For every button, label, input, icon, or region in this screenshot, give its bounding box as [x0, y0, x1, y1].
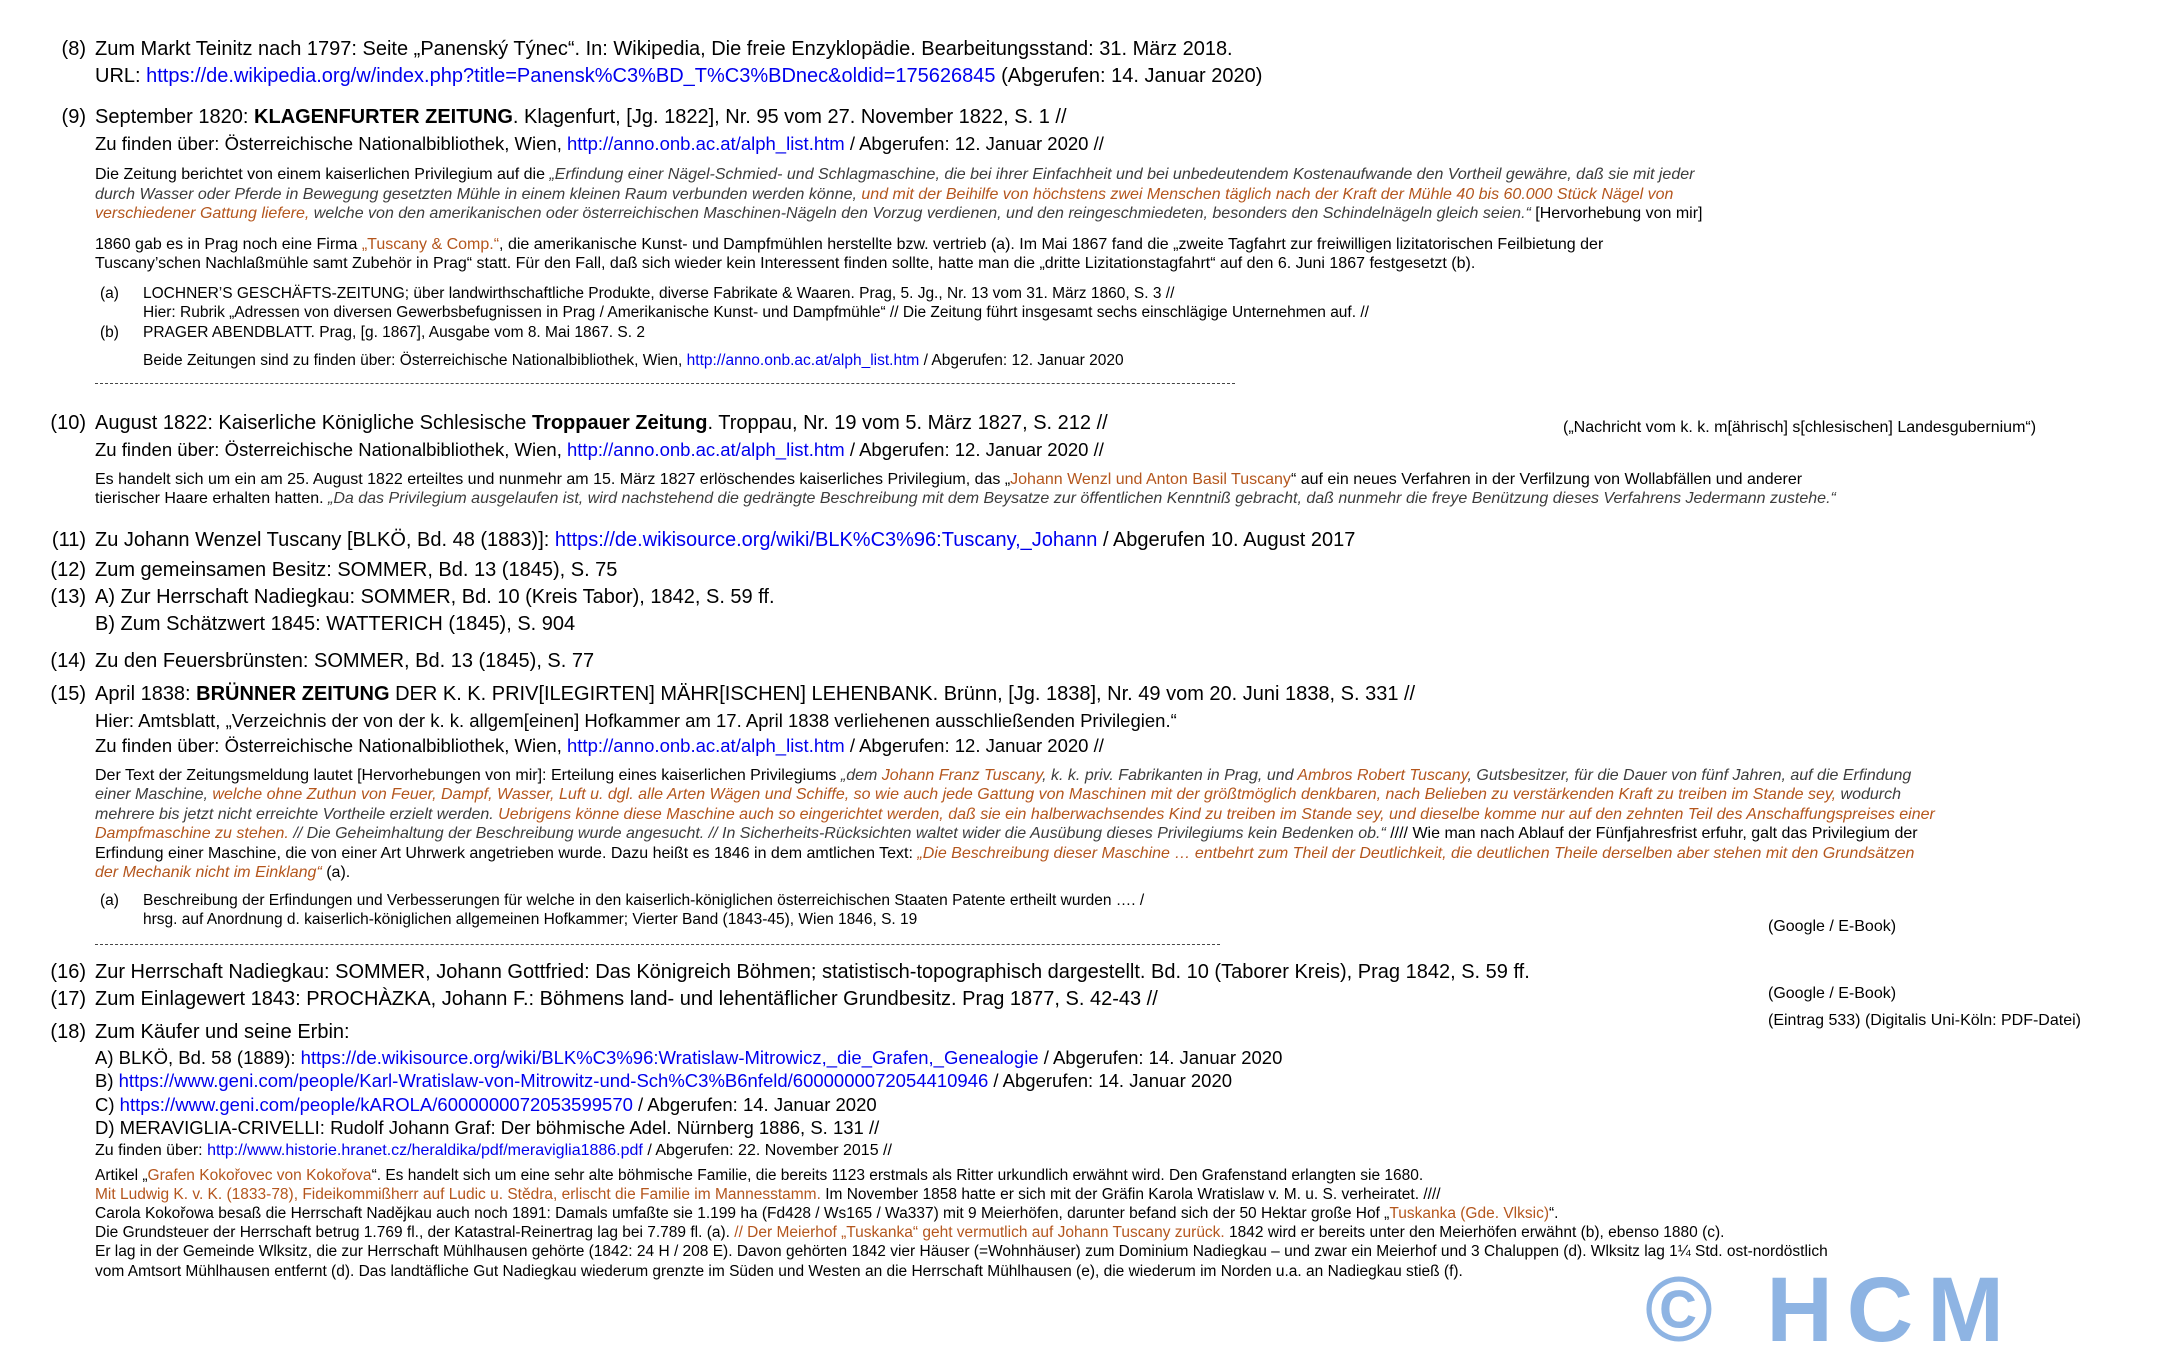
ref-item-8	[0, 36, 2177, 90]
person-name: Johann Franz Tuscany	[881, 766, 1043, 784]
footnote-line: Beschreibung der Erfindungen und Verbesserungen für welche in den kaiserlich-königlichen österreichischen Staaten Patente ertheilt wurden …. /	[143, 891, 1145, 909]
item-number: (9)	[61, 106, 86, 128]
paragraph-text: “ auf ein neues Verfahren in der Verfilzung von Wollabfällen und anderer tierischer Haare erhalten hatten.	[95, 470, 1803, 507]
paragraph-line: vom Amtsort Mühlhausen entfernt (d). Das landtäfliche Gut Nadiegkau wiederum grenzte im Süden und Westen an die Herrschaft Mühlhausen (e), die wiederum im Norden u.a. an Nadiegkau stieß (f).	[95, 1262, 1463, 1280]
header-text: September 1820:	[95, 106, 254, 128]
ref-18-line-c	[95, 1093, 2177, 1117]
paragraph-text: Im November 1858 hatte er sich mit der Gräfin Karola Wratislaw v. M. u. S. verheiratet. ////	[820, 1185, 1441, 1203]
footnote-line: LOCHNER’S GESCHÄFTS-ZEITUNG; über landwirthschaftliche Produkte, diverse Fabrikate & Waaren. Prag, 5. Jg., Nr. 13 vom 31. März 1860, S. 3 //	[143, 284, 1175, 302]
header-text: . Troppau, Nr. 19 vom 5. März 1827, S. 212 //	[707, 411, 1108, 434]
ref-10-paragraph	[95, 470, 1860, 509]
anno-onb-link[interactable]: http://anno.onb.ac.at/alph_list.htm	[686, 352, 920, 369]
retrieved-note: / Abgerufen: 12. Januar 2020 //	[844, 133, 1104, 154]
geni-link[interactable]: https://www.geni.com/people/kAROLA/6000000072053599570	[119, 1093, 633, 1115]
header-text: DER K. K. PRIV[ILEGIRTEN] MÄHR[ISCHEN] LEHENBANK. Brünn, [Jg. 1838], Nr. 49 vom 20. Juni 1838, S. 331 //	[389, 682, 1416, 705]
footnote-label: (a)	[100, 284, 119, 302]
ref-18-line-b	[95, 1069, 2177, 1093]
retrieved-note: / Abgerufen: 12. Januar 2020 //	[844, 438, 1104, 460]
ref-13-line-b: B) Zum Schätzwert 1845: WATTERICH (1845), S. 904	[95, 612, 576, 635]
quote-text: „dem	[840, 766, 882, 784]
wikipedia-url-link[interactable]: https://de.wikipedia.org/w/index.php?title=Panensk%C3%BD_T%C3%BDnec&oldid=175626845	[146, 65, 996, 87]
highlighted-quote-text: welche ohne Zuthun von Feuer, Dampf, Wasser, Luft u. dgl. alle Arten Wägen und Schiffe, so wie auch jede Gattung von Maschinen mit der größtmöglich denkbaren, nach Belieben zu verstärkenden Kraft zu treiben im Stande sey,	[212, 786, 1837, 803]
margin-note-digitalis-17: (Eintrag 533) (Digitalis Uni-Köln: PDF-Datei)	[1768, 1012, 2081, 1029]
paragraph-text: Es handelt sich um ein am 25. August 1822 erteiltes und nunmehr am 15. März 1827 erlöschendes kaiserliches Privilegium, das „	[95, 470, 1011, 488]
company-name: „Tuscany & Comp.“	[361, 235, 500, 253]
paragraph-line	[95, 1166, 2177, 1185]
ref-17-line: Zum Einlagewert 1843: PROCHÀZKA, Johann F.: Böhmens land- und lehentäflicher Grundbesitz. Prag 1877, S. 42-43 //	[95, 987, 1158, 1010]
ref-13-line-a: A) Zur Herrschaft Nadiegkau: SOMMER, Bd. 10 (Kreis Tabor), 1842, S. 59 ff.	[95, 585, 775, 608]
paragraph-text: “. Es handelt sich um eine sehr alte böhmische Familie, die bereits 1123 erstmals als Ritter urkundlich erwähnt wird. Den Grafenstand erlangten sie 1680.	[371, 1166, 1424, 1184]
quote-text: , k. k. priv. Fabrikanten in Prag, und	[1042, 766, 1298, 784]
paragraph-text: Carola Kokořowa besaß die Herrschaft Nadějkau auch noch 1891: Damals umfaßte sie 1.199 ha (Fd428 / Ws165 / Wa337) mit 9 Meierhöfen, darunter befand sich der 50 Hektar große Hof „	[95, 1204, 1390, 1222]
url-label: URL:	[95, 65, 147, 87]
paragraph-text: [Hervorhebung von mir]	[1530, 205, 1703, 222]
newspaper-title: KLAGENFURTER ZEITUNG	[254, 106, 513, 128]
footnote-label: (b)	[100, 323, 119, 341]
ref-15-paragraph	[95, 766, 1940, 883]
retrieved-note: (Abgerufen: 14. Januar 2020)	[995, 65, 1263, 87]
ref-15-header	[95, 681, 2177, 708]
ref-item-11	[0, 527, 2177, 554]
item-number: (13)	[50, 585, 86, 608]
source-text: Zu finden über: Österreichische Nationalbibliothek, Wien,	[95, 133, 567, 154]
highlighted-quote-text: „Die Beschreibung dieser Maschine … entbehrt zum Theil der Deutlichkeit, die deutlichen Theile derselben aber stehen mit den Grundsätzen der Mechanik nicht im Einklang“	[95, 844, 1915, 881]
paragraph-line: Er lag in der Gemeinde Wlksitz, die zur Herrschaft Mühlhausen gehörte (1842: 24 H / 208 E). Davon gehörten 1842 vier Häuser (=Wohnhäuser) zum Dominium Nadiegkau – und zwar ein Meierhof und 3 Chaluppen (d). Wlksitz lag 1¼ Std. ost-nordöstlich	[95, 1243, 1828, 1261]
reference-text: A) BLKÖ, Bd. 58 (1889):	[95, 1046, 301, 1068]
ref-9-paragraph-1	[95, 165, 1710, 224]
highlighted-text: Mit Ludwig K. v. K. (1833-78), Fideikommißherr auf Ludic u. Stědra, erlischt die Familie im Mannesstamm.	[95, 1185, 821, 1203]
ref-12-line: Zum gemeinsamen Besitz: SOMMER, Bd. 13 (1845), S. 75	[95, 558, 618, 581]
header-text: . Klagenfurt, [Jg. 1822], Nr. 95 vom 27. November 1822, S. 1 //	[512, 106, 1067, 128]
ref-8-line2	[95, 63, 2177, 90]
item-number: (8)	[61, 38, 86, 60]
quote-text: , Gutsbesitzer, für die Dauer von fünf Jahren, auf die Erfindung einer Maschine,	[95, 766, 1912, 803]
quote-text: // Die Geheimhaltung der Beschreibung wurde angesucht. // In Sicherheits-Rücksichten waltet wider die Ausübung dieses Privilegiums kein Bedenken ob.“	[288, 825, 1386, 842]
newspaper-title: BRÜNNER ZEITUNG	[196, 682, 390, 705]
ref-9-source-line	[95, 131, 2177, 156]
ref-9-both-newspapers-line	[143, 351, 2177, 371]
hcm-watermark: © HCM	[1645, 1259, 2018, 1361]
quote-text: welche von den amerikanischen oder österreichischen Maschinen-Nägeln den Vorzug verdienen, und den reingeschmiedeten, besonders den Schindelnägeln gleich seien.“	[309, 205, 1531, 222]
item-number: (11)	[51, 528, 86, 551]
retrieved-note: / Abgerufen: 14. Januar 2020	[988, 1070, 1233, 1091]
person-names: Johann Wenzl und Anton Basil Tuscany	[1010, 470, 1291, 488]
margin-note-landesgubernium: („Nachricht vom k. k. m[ährisch] s[chlesischen] Landesgubernium“)	[1563, 419, 2037, 436]
newspaper-title: Troppauer Zeitung	[531, 411, 708, 434]
ref-8-line1: Zum Markt Teinitz nach 1797: Seite „Panenský Týnec“. In: Wikipedia, Die freie Enzyklopädie. Bearbeitungsstand: 31. März 2018.	[95, 38, 1233, 60]
paragraph-text: “.	[1548, 1204, 1559, 1222]
highlighted-quote-text: Uebrigens könne diese Maschine auch so eingerichtet werden, daß sie ein halberwachsendes Kind zu treiben im Stande sey, und dieselbe komme nur auf den zehnten Teil des Anschaffungspreises einer Dampfmaschine zu stehen.	[95, 805, 1935, 842]
paragraph-text: 1860 gab es in Prag noch eine Firma	[95, 235, 362, 253]
ref-18-line-d-source	[95, 1140, 2177, 1161]
estate-name: Tuskanka (Gde. Vlksic)	[1389, 1204, 1549, 1222]
ref-item-9	[0, 104, 2177, 384]
header-text: August 1822: Kaiserliche Königliche Schlesische	[95, 411, 532, 434]
paragraph-text: //// Wie man nach Ablauf der Fünfjahresfrist erfuhr, galt das Privilegium der Erfindung einer Maschine, die von einer Art Uhrwerk angetrieben wurde. Dazu heißt es 1846 in dem amtlichen Text:	[95, 825, 1918, 862]
ref-item-16	[0, 959, 2177, 986]
paragraph-text: , die amerikanische Kunst- und Dampfmühlen herstellte bzw. vertrieb (a). Im Mai 1867 fand die „zweite Tagfahrt zur freiwilligen lizitatorischen Feilbietung der Tuscany’schen Nachlaßmühle samt Zubehör in Prag“ statt. Für den Fall, daß sich wieder kein Interessent finden sollte, hatte man die „dritte Lizitationstagfahrt“ auf den 6. Juni 1867 festgesetzt (b).	[95, 235, 1604, 272]
ref-item-12	[0, 557, 2177, 584]
item-number: (18)	[50, 1020, 86, 1043]
quote-text: wodurch mehrere bis jetzt nicht erreichte Vortheile erzielt werden.	[95, 786, 1902, 823]
ref-15-hier-line: Hier: Amtsblatt, „Verzeichnis der von der k. k. allgem[einen] Hofkammer am 17. April 1838 verliehenen ausschließenden Privilegien.“	[95, 709, 1177, 731]
paragraph-text: Die Zeitung berichtet von einem kaiserlichen Privilegium auf die	[95, 166, 550, 183]
item-number: (12)	[50, 558, 86, 581]
margin-note-google-ebook-16: (Google / E-Book)	[1768, 985, 1897, 1002]
header-text: April 1838:	[95, 682, 197, 705]
retrieved-note: / Abgerufen: 22. November 2015 //	[642, 1141, 892, 1159]
hranet-pdf-link[interactable]: http://www.historie.hranet.cz/heraldika/pdf/meraviglia1886.pdf	[207, 1141, 643, 1159]
ref-18-line-d: D) MERAVIGLIA-CRIVELLI: Rudolf Johann Graf: Der böhmische Adel. Nürnberg 1886, S. 131 //	[95, 1117, 880, 1138]
quote-text: „Da das Privilegium ausgelaufen ist, wird nachstehend die gedrängte Beschreibung mit dem Beysatze zur öffentlichen Kenntniß gebracht, daß nunmehr die freye Benützung dieses Verfahrens Jedermann zustehe.“	[328, 490, 1836, 507]
ref-item-13	[0, 584, 2177, 638]
footnote-text	[143, 323, 2177, 343]
wikisource-link[interactable]: https://de.wikisource.org/wiki/BLK%C3%96:Tuscany,_Johann	[554, 528, 1098, 551]
footnote-text	[143, 284, 2177, 323]
paragraph-text: Die Grundsteuer der Herrschaft betrug 1.769 fl., der Katastral-Reinertrag lag bei 7.789 fl. (a).	[95, 1224, 735, 1242]
highlighted-quote-text: und mit der Beihilfe von höchstens zwei Menschen täglich nach der Kraft der Mühle 40 bis 60.000 Stück Nägel von verschiedener Gattung liefere,	[95, 185, 1674, 222]
anno-onb-link[interactable]: http://anno.onb.ac.at/alph_list.htm	[567, 734, 845, 756]
item-number: (15)	[50, 682, 86, 705]
retrieved-note: / Abgerufen: 14. Januar 2020	[1038, 1046, 1283, 1068]
ref-9-header	[95, 104, 2177, 131]
retrieved-note: / Abgerufen: 14. Januar 2020	[632, 1093, 877, 1115]
item-number: (10)	[50, 411, 86, 434]
reference-text: C)	[95, 1093, 120, 1115]
person-name: Ambros Robert Tuscany	[1297, 766, 1468, 784]
footnote-a	[95, 284, 2177, 323]
item-number: (16)	[50, 960, 86, 983]
paragraph-line	[95, 1204, 2177, 1223]
wikisource-link[interactable]: https://de.wikisource.org/wiki/BLK%C3%96:Wratislaw-Mitrowicz,_die_Grafen,_Genealogie	[300, 1046, 1039, 1068]
source-text: Zu finden über:	[95, 1141, 208, 1159]
footnote-line: hrsg. auf Anordnung d. kaiserlich-königlichen allgemeinen Hofkammer; Vierter Band (1843-45), Wien 1846, S. 19	[143, 911, 918, 928]
ref-10-source-line	[95, 437, 2177, 462]
geni-link[interactable]: https://www.geni.com/people/Karl-Wratislaw-von-Mitrowitz-und-Sch%C3%B6nfeld/6000000072054410946	[118, 1070, 989, 1091]
retrieved-note: / Abgerufen: 12. Januar 2020 //	[844, 734, 1104, 756]
source-text: Beide Zeitungen sind zu finden über: Österreichische Nationalbibliothek, Wien,	[143, 352, 687, 369]
footnote-line: PRAGER ABENDBLATT. Prag, [g. 1867], Ausgabe vom 8. Mai 1867. S. 2	[143, 323, 645, 341]
anno-onb-link[interactable]: http://anno.onb.ac.at/alph_list.htm	[567, 133, 845, 154]
source-text: Zu finden über: Österreichische Nationalbibliothek, Wien,	[95, 438, 567, 460]
dashed-separator	[95, 944, 1220, 945]
paragraph-line	[95, 1185, 2177, 1204]
margin-note-google-ebook-15: (Google / E-Book)	[1768, 918, 1897, 935]
ref-9-paragraph-2	[95, 235, 1710, 274]
footnote-label: (a)	[100, 891, 119, 909]
footnote-b	[95, 323, 2177, 343]
retrieved-note: / Abgerufen 10. August 2017	[1097, 528, 1356, 551]
ref-18-header: Zum Käufer und seine Erbin:	[95, 1020, 350, 1043]
ref-14-line: Zu den Feuersbrünsten: SOMMER, Bd. 13 (1845), S. 77	[95, 649, 595, 672]
paragraph-line	[95, 1223, 2177, 1242]
ref-item-15	[0, 681, 2177, 945]
dashed-separator	[95, 383, 1235, 384]
ref-11-line	[95, 527, 2177, 554]
ref-15-source-line	[95, 733, 2177, 758]
quote-text: „Erfindung einer Nägel-Schmied- und Schlagmaschine, die bei ihrer Einfachheit und bei unbedeutendem Kostenaufwande den Vortheil gewähre, daß sie mit jeder durch Wasser oder Pferde in Bewegung gesetzten Mühle in einem kleinen Raum verbunden werden könne,	[95, 166, 1695, 203]
anno-onb-link[interactable]: http://anno.onb.ac.at/alph_list.htm	[567, 438, 845, 460]
item-number: (17)	[50, 987, 86, 1010]
item-number: (14)	[50, 649, 86, 672]
reference-text: Zu Johann Wenzel Tuscany [BLKÖ, Bd. 48 (1883)]:	[95, 528, 555, 551]
highlighted-text: // Der Meierhof „Tuskanka“ geht vermutlich auf Johann Tuscany zurück.	[734, 1224, 1225, 1242]
paragraph-text: 1842 wird er bereits unter den Meierhöfen erwähnt (b), ebenso 1880 (c).	[1224, 1224, 1725, 1242]
reference-text: B)	[95, 1070, 119, 1091]
paragraph-text: (a).	[321, 864, 351, 881]
family-name: Grafen Kokořovec von Kokořova	[147, 1166, 372, 1184]
paragraph-text: Der Text der Zeitungsmeldung lautet [Hervorhebungen von mir]: Erteilung eines kaiserlichen Privilegiums	[95, 766, 841, 784]
ref-18-line-a	[95, 1046, 2177, 1070]
footnote-line: Hier: Rubrik „Adressen von diversen Gewerbsbefugnissen in Prag / Amerikanische Kunst- und Dampfmühle“ // Die Zeitung führt insgesamt sechs einschlägige Unternehmen auf. //	[143, 304, 1369, 321]
ref-16-line: Zur Herrschaft Nadiegkau: SOMMER, Johann Gottfried: Das Königreich Böhmen; statistisch-topographisch dargestellt. Bd. 10 (Taborer Kreis), Prag 1842, S. 59 ff.	[95, 960, 1530, 983]
source-text: Zu finden über: Österreichische Nationalbibliothek, Wien,	[95, 734, 567, 756]
paragraph-text: Artikel „	[95, 1166, 148, 1184]
ref-item-14	[0, 648, 2177, 675]
ref-item-18	[0, 1019, 2177, 1281]
retrieved-note: / Abgerufen: 12. Januar 2020	[919, 352, 1124, 369]
